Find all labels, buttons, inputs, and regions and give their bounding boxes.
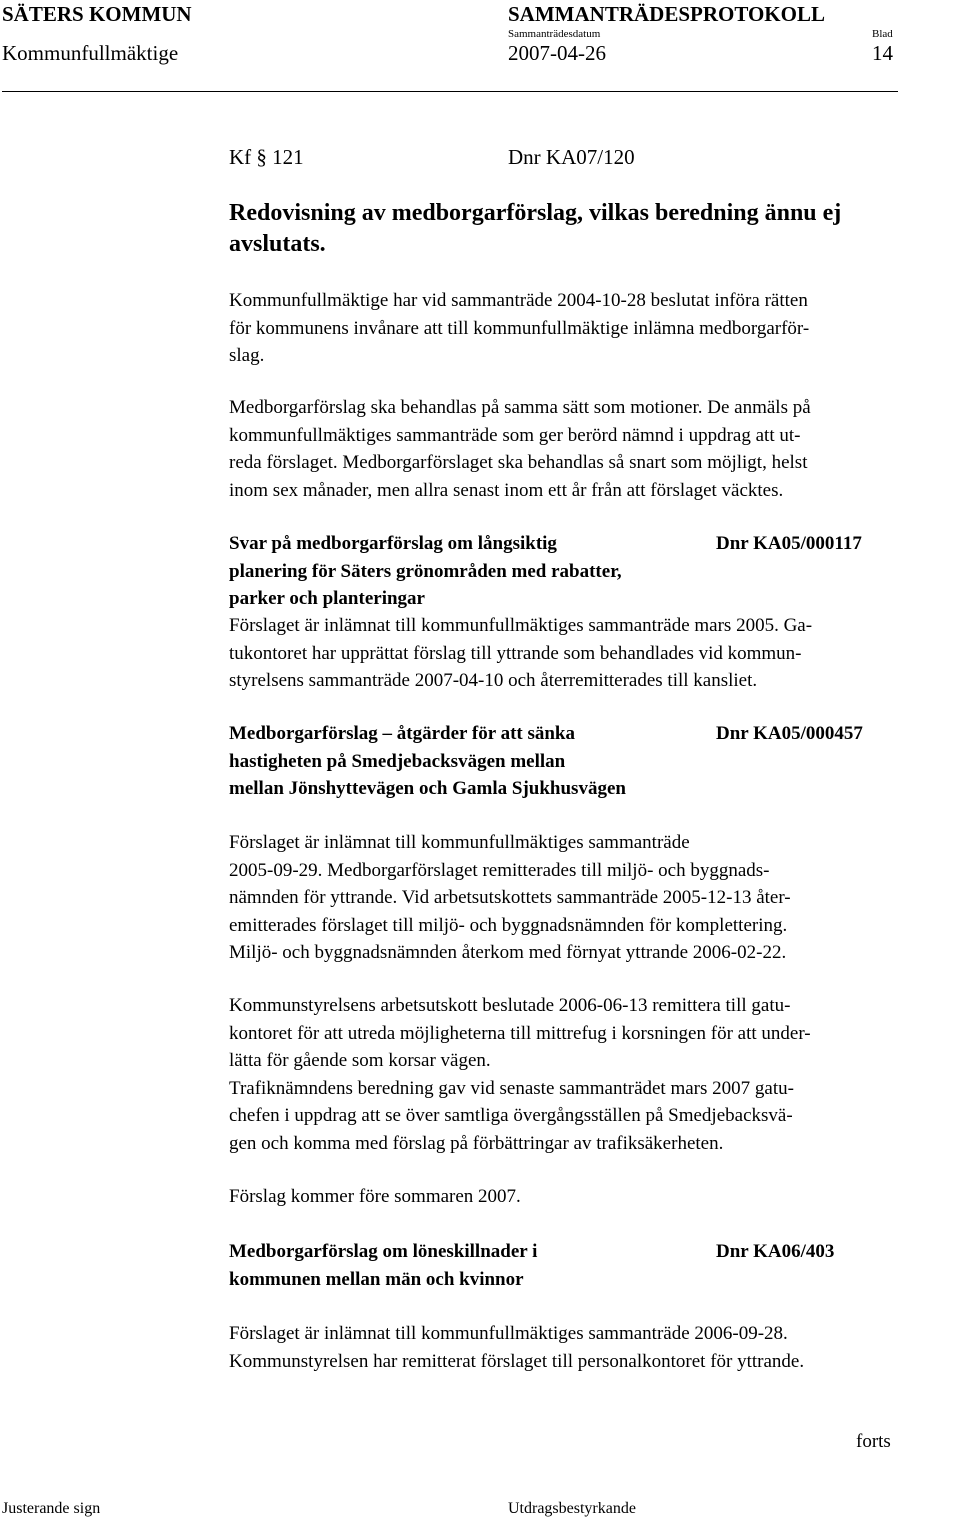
page-number: 14: [872, 41, 893, 65]
item-3-dnr: Dnr KA06/403: [716, 1241, 835, 1262]
text-line: tukontoret har upprättat förslag till yttrande som behandlades vid kommun-: [229, 642, 802, 664]
text-line: Förslag kommer före sommaren 2007.: [229, 1186, 521, 1207]
municipality-name: SÄTERS KOMMUN: [2, 2, 192, 26]
continued-marker: forts: [856, 1431, 891, 1452]
text-line: inom sex månader, men allra senast inom ett år från att förslaget väcktes.: [229, 479, 784, 501]
text-line: Kommunfullmäktige har vid sammanträde 2004-10-28 beslutat införa rätten: [229, 290, 808, 311]
item-1-dnr: Dnr KA05/000117: [716, 533, 862, 554]
heading-line: hastigheten på Smedjebacksvägen mellan: [229, 750, 566, 772]
item-1-heading: [229, 530, 622, 613]
item-2-paragraph-2: [229, 992, 811, 1157]
text-line: Förslaget är inlämnat till kommunfullmäktiges sammanträde: [229, 832, 690, 853]
case-dnr: Dnr KA07/120: [508, 145, 635, 169]
text-line: Miljö- och byggnadsnämnden återkom med förnyat yttrande 2006-02-22.: [229, 942, 787, 963]
heading-line: Medborgarförslag – åtgärder för att sänka: [229, 723, 575, 744]
text-line: nämnden för yttrande. Vid arbetsutskottets sammanträde 2005-12-13 åter-: [229, 887, 791, 908]
text-line: Medborgarförslag ska behandlas på samma sätt som motioner. De anmäls på: [229, 397, 811, 418]
text-line: gen och komma med förslag på förbättringar av trafiksäkerheten.: [229, 1132, 724, 1154]
text-line: kontoret för att utreda möjligheterna till mittrefug i korsningen för att under-: [229, 1022, 811, 1044]
heading-line: planering för Säters grönområden med rabatter,: [229, 560, 622, 582]
heading-line: mellan Jönshyttevägen och Gamla Sjukhusvägen: [229, 778, 626, 799]
meeting-date: 2007-04-26: [508, 41, 606, 65]
item-2-paragraph-3: [229, 1183, 521, 1211]
text-line: lätta för gående som korsar vägen.: [229, 1050, 491, 1071]
text-line: 2005-09-29. Medborgarförslaget remitterades till miljö- och byggnads-: [229, 859, 770, 881]
text-line: styrelsens sammanträde 2007-04-10 och återremitterades till kansliet.: [229, 670, 758, 691]
body-name: Kommunfullmäktige: [2, 41, 179, 65]
heading-line: Svar på medborgarförslag om långsiktig: [229, 533, 557, 554]
date-label: Sammanträdesdatum: [508, 28, 601, 40]
text-line: kommunfullmäktiges sammanträde som ger berörd nämnd i uppdrag att ut-: [229, 424, 801, 446]
case-reference: Kf § 121: [229, 145, 304, 169]
text-line: Trafiknämndens beredning gav vid senaste sammanträdet mars 2007 gatu-: [229, 1077, 794, 1099]
footer-extract-label: Utdragsbestyrkande: [508, 1500, 636, 1517]
text-line: slag.: [229, 345, 265, 366]
footer-sign-label: Justerande sign: [2, 1500, 101, 1517]
intro-paragraph-1: [229, 287, 809, 370]
text-line: för kommunens invånare att till kommunfullmäktige inlämna medborgarför-: [229, 317, 810, 339]
page-label: Blad: [872, 28, 893, 40]
header-divider: [2, 91, 898, 92]
item-2-heading: [229, 720, 626, 803]
text-line: reda förslaget. Medborgarförslaget ska behandlas så snart som möjligt, helst: [229, 452, 808, 473]
title-line: Redovisning av medborgarförslag, vilkas beredning ännu ej: [229, 200, 842, 226]
item-3-paragraph: [229, 1320, 804, 1375]
item-3-heading: [229, 1238, 537, 1293]
text-line: Förslaget är inlämnat till kommunfullmäktiges sammanträde 2006-09-28.: [229, 1323, 788, 1344]
item-1-paragraph: [229, 612, 812, 695]
text-line: Kommunstyrelsen har remitterat förslaget till personalkontoret för yttrande.: [229, 1350, 805, 1372]
text-line: emitterades förslaget till miljö- och byggnadsnämnden för komplettering.: [229, 914, 788, 936]
heading-line: parker och planteringar: [229, 588, 425, 609]
document-type: SAMMANTRÄDESPROTOKOLL: [508, 2, 825, 26]
text-line: chefen i uppdrag att se över samtliga övergångsställen på Smedjebacksvä-: [229, 1105, 793, 1126]
case-title: [229, 198, 841, 260]
heading-line: kommunen mellan män och kvinnor: [229, 1268, 524, 1290]
text-line: Förslaget är inlämnat till kommunfullmäktiges sammanträde mars 2005. Ga-: [229, 615, 813, 636]
intro-paragraph-2: [229, 394, 811, 504]
heading-line: Medborgarförslag om löneskillnader i: [229, 1241, 538, 1262]
title-line: avslutats.: [229, 231, 326, 257]
item-2-paragraph-1: [229, 829, 791, 967]
text-line: Kommunstyrelsens arbetsutskott beslutade 2006-06-13 remittera till gatu-: [229, 995, 791, 1016]
item-2-dnr: Dnr KA05/000457: [716, 723, 863, 744]
